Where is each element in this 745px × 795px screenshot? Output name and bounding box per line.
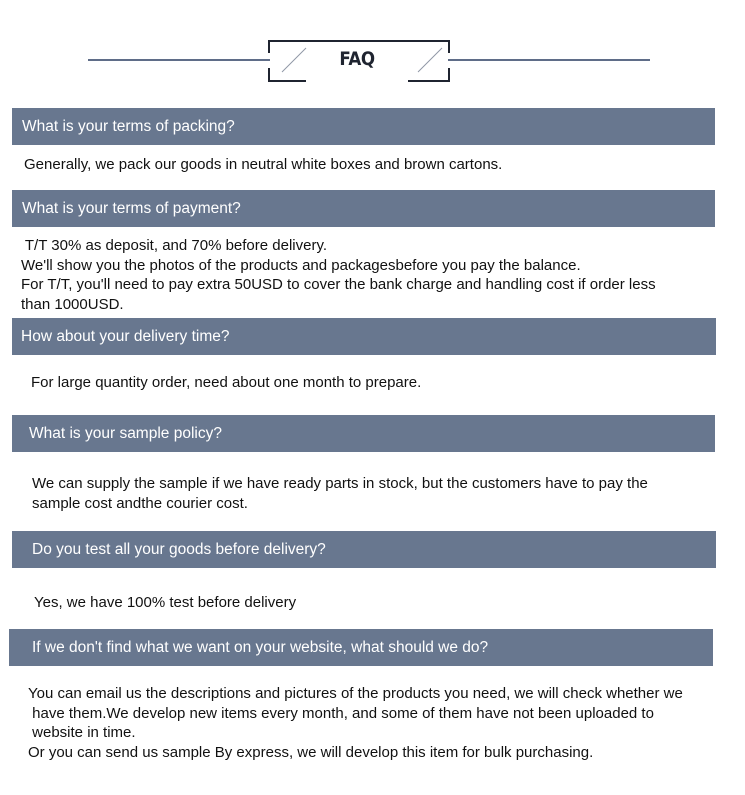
answer-line: Generally, we pack our goods in neutral white boxes and brown cartons. xyxy=(24,156,503,173)
answer-line: For large quantity order, need about one month to prepare. xyxy=(31,374,422,391)
faq-answer-payment xyxy=(21,236,656,314)
answer-line: We'll show you the photos of the products and packagesbefore you pay the balance. xyxy=(21,256,581,274)
faq-question-website: If we don't find what we want on your website, what should we do? xyxy=(9,629,713,666)
faq-question-sample: What is your sample policy? xyxy=(12,415,715,452)
answer-line: sample cost andthe courier cost. xyxy=(32,494,248,512)
answer-line: Or you can send us sample By express, we will develop this item for bulk purchasing. xyxy=(28,743,594,761)
title-divider-right xyxy=(448,59,650,61)
faq-question-delivery: How about your delivery time? xyxy=(12,318,716,355)
answer-line: For T/T, you'll need to pay extra 50USD to cover the bank charge and handling cost if order less xyxy=(21,276,656,293)
title-divider-left xyxy=(88,59,270,61)
faq-answer-delivery xyxy=(31,373,421,393)
faq-answer-sample xyxy=(32,474,648,513)
answer-line: Yes, we have 100% test before delivery xyxy=(34,594,297,611)
answer-line: T/T 30% as deposit, and 70% before delivery. xyxy=(21,237,328,254)
faq-question-testing: Do you test all your goods before delivery? xyxy=(12,531,716,568)
answer-line: We can supply the sample if we have ready parts in stock, but the customers have to pay the xyxy=(32,475,648,492)
answer-line: website in time. xyxy=(28,724,136,741)
faq-answer-testing xyxy=(34,593,296,613)
answer-line: You can email us the descriptions and pictures of the products you need, we will check whether we xyxy=(28,685,683,702)
faq-answer-packing xyxy=(24,155,502,175)
answer-line: have them.We develop new items every month, and some of them have not been uploaded to xyxy=(28,704,654,722)
faq-title-frame xyxy=(268,40,450,82)
page-title: FAQ xyxy=(339,48,375,70)
faq-question-packing: What is your terms of packing? xyxy=(12,108,715,145)
answer-line: than 1000USD. xyxy=(21,295,124,313)
faq-answer-website xyxy=(28,684,683,762)
faq-question-payment: What is your terms of payment? xyxy=(12,190,715,227)
